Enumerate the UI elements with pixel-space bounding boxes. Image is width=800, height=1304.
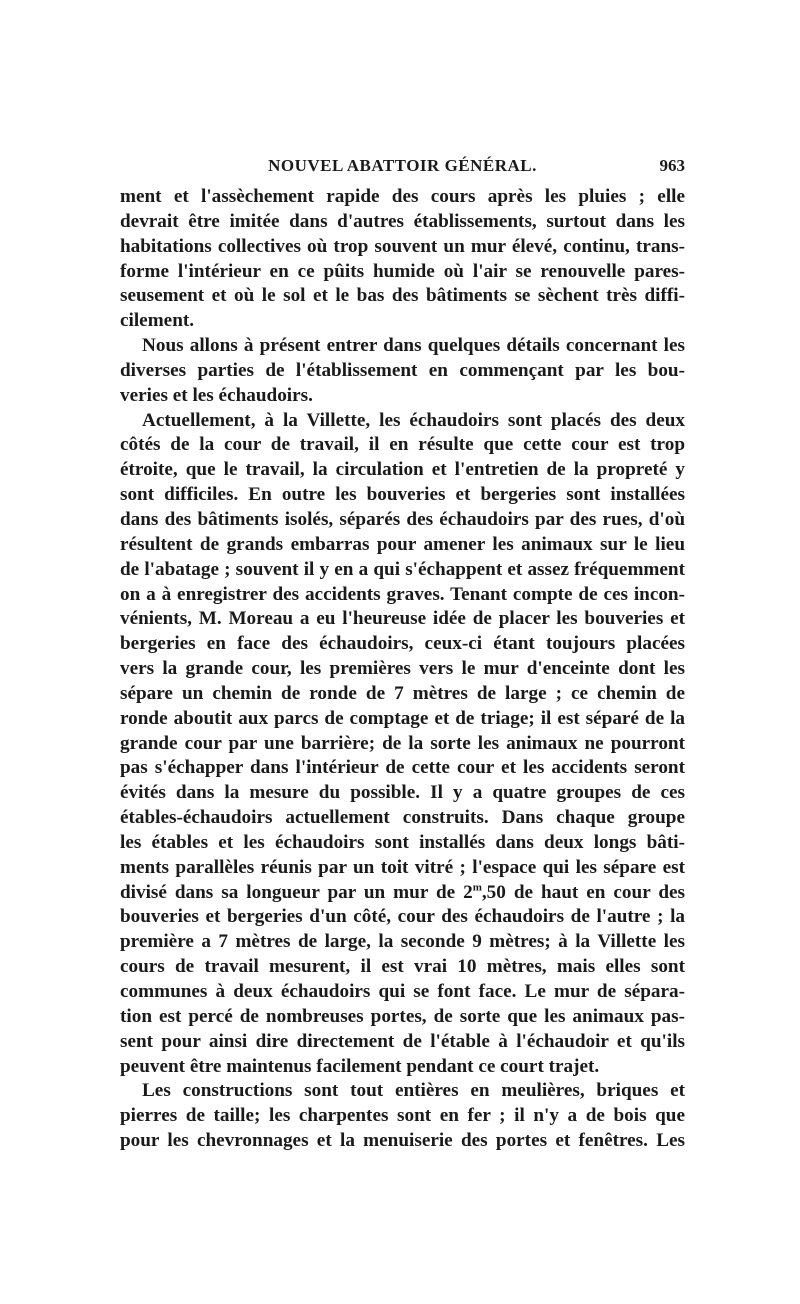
text-line (120, 1079, 685, 1104)
text-line (120, 284, 685, 309)
text-line-content: les étables et les échaudoirs sont installés dans deux longs bâti- (120, 831, 685, 853)
text-line-content: bouveries et bergeries d'un côté, cour des échaudoirs de l'autre ; la (120, 906, 685, 928)
text-line (120, 558, 685, 583)
text-line-content: devrait être imitée dans d'autres établissements, surtout dans les (120, 210, 685, 232)
text-line-content: diverses parties de l'établissement en commençant par les bou- (120, 359, 685, 381)
page-number: 963 (659, 156, 685, 175)
text-line (120, 458, 685, 483)
running-title: NOUVEL ABATTOIR GÉNÉRAL. (268, 156, 537, 175)
text-line (120, 707, 685, 732)
text-line-content: seusement et où le sol et le bas des bâtiments se sèchent très diffi- (120, 285, 685, 307)
text-line (120, 185, 685, 210)
text-line-content: cours de travail mesurent, il est vrai 10 mètres, mais elles sont (120, 956, 685, 978)
page-header (120, 156, 685, 186)
text-line-content: étables-échaudoirs actuellement construits. Dans chaque groupe (120, 807, 685, 829)
text-line-content: Les constructions sont tout entières en meulières, briques et (142, 1080, 685, 1102)
text-line (120, 1129, 685, 1154)
text-line-content: sépare un chemin de ronde de 7 mètres de large ; ce chemin de (120, 682, 685, 704)
body-text (120, 185, 685, 1154)
text-line-content: côtés de la cour de travail, il en résulte que cette cour est trop (120, 434, 685, 456)
text-line-content: ments parallèles réunis par un toit vitré ; l'espace qui les sépare est (120, 856, 685, 878)
text-line-content: grande cour par une barrière; de la sorte les animaux ne pourront (120, 732, 685, 754)
text-line (120, 756, 685, 781)
text-line-content: dans des bâtiments isolés, séparés des échaudoirs par des rues, d'où (120, 508, 685, 530)
text-line-content: habitations collectives où trop souvent un mur élevé, continu, trans- (120, 235, 685, 257)
text-line (120, 309, 685, 334)
text-line (120, 831, 685, 856)
text-line (120, 632, 685, 657)
text-line (120, 682, 685, 707)
text-line (120, 1005, 685, 1030)
text-line (120, 1030, 685, 1055)
text-line-content: communes à deux échaudoirs qui se font face. Le mur de sépara- (120, 981, 685, 1002)
text-line (120, 732, 685, 757)
text-line (120, 433, 685, 458)
text-line-content: Nous allons à présent entrer dans quelques détails concernant les (142, 335, 685, 357)
text-line-content: vers la grande cour, les premières vers le mur d'enceinte dont les (120, 658, 685, 680)
text-line (120, 955, 685, 980)
text-line (120, 781, 685, 806)
text-line-content: on a à enregistrer des accidents graves. Tenant compte de ces incon- (120, 583, 685, 605)
text-line-content: cilement. (120, 310, 195, 332)
text-line (120, 260, 685, 285)
text-line (120, 930, 685, 955)
text-line-content: forme l'intérieur en ce pûits humide où l'air se renouvelle pares- (120, 260, 685, 282)
text-line-content: peuvent être maintenus facilement pendant ce court trajet. (120, 1055, 600, 1077)
text-line-content: ronde aboutit aux parcs de comptage et de triage; il est séparé de la (120, 707, 685, 729)
text-line (120, 334, 685, 359)
text-line-content: veries et les échaudoirs. (120, 384, 313, 406)
text-line-content: étroite, que le travail, la circulation et l'entretien de la propreté y (120, 459, 685, 481)
text-line-content: ment et l'assèchement rapide des cours après les pluies ; elle (120, 186, 685, 207)
text-line-content: vénients, M. Moreau a eu l'heureuse idée de placer les bouveries et (120, 608, 685, 630)
text-line (120, 806, 685, 831)
text-line (120, 508, 685, 533)
superscript-unit: m (472, 881, 482, 894)
text-line (120, 583, 685, 608)
text-line (120, 210, 685, 235)
text-line (120, 384, 685, 409)
text-line (120, 856, 685, 881)
text-line-content: évités dans la mesure du possible. Il y a quatre groupes de ces (120, 782, 685, 804)
text-line (120, 1104, 685, 1129)
text-line (120, 1055, 685, 1080)
text-line-content: Actuellement, à la Villette, les échaudoirs sont placés des deux (142, 409, 685, 431)
text-line-content: première a 7 mètres de large, la seconde 9 mètres; à la Villette les (120, 931, 685, 953)
text-line-content: tion est percé de nombreuses portes, de sorte que les animaux pas- (120, 1005, 685, 1027)
text-line-content: pas s'échapper dans l'intérieur de cette cour et les accidents seront (120, 757, 685, 779)
text-line (120, 657, 685, 682)
text-line-content: pierres de taille; les charpentes sont en fer ; il n'y a de bois que (120, 1105, 685, 1127)
text-line (120, 235, 685, 260)
text-line-content: sent pour ainsi dire directement de l'étable à l'échaudoir et qu'ils (120, 1030, 685, 1052)
text-line (120, 483, 685, 508)
text-line-content: résultent de grands embarras pour amener les animaux sur le lieu (120, 533, 685, 555)
text-line (120, 881, 685, 906)
text-line (120, 980, 685, 1005)
text-line-content: divisé dans sa longueur par un mur de 2 (120, 881, 473, 903)
text-line-content: sont difficiles. En outre les bouveries et bergeries sont installées (120, 484, 685, 506)
text-line-content: bergeries en face des échaudoirs, ceux-ci étant toujours placées (120, 633, 685, 655)
text-line-content: de l'abatage ; souvent il y en a qui s'échappent et assez fréquemment (120, 558, 685, 580)
text-line (120, 607, 685, 632)
text-line (120, 533, 685, 558)
text-line (120, 409, 685, 434)
text-line-content: pour les chevronnages et la menuiserie des portes et fenêtres. Les (120, 1130, 685, 1152)
text-line-continuation: ,50 de haut en cour des (481, 881, 685, 903)
text-line (120, 359, 685, 384)
text-line (120, 905, 685, 930)
